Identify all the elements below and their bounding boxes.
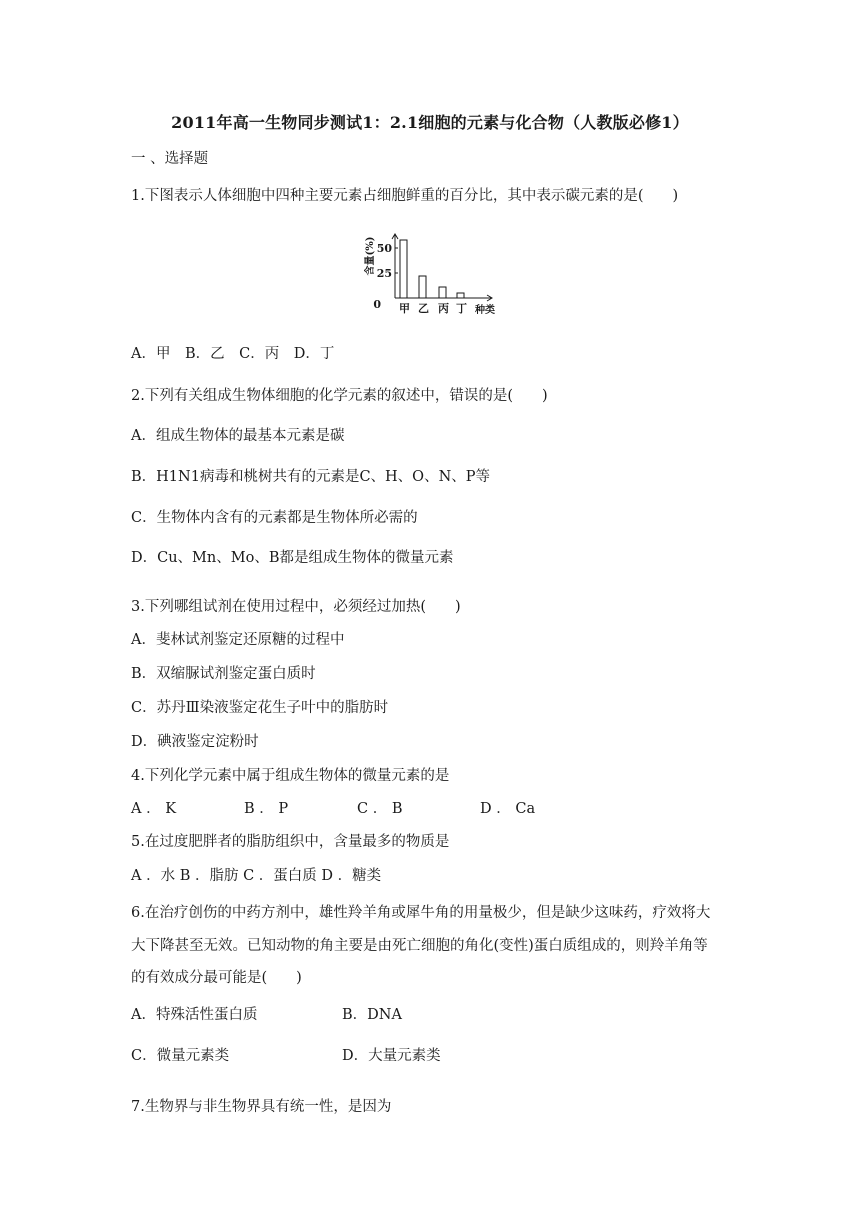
question-3-option-d: D．碘液鉴定淀粉时 [131,734,259,750]
y-axis-label: 含量(%) [365,236,376,276]
page-title: 2011年高一生物同步测试1：2.1细胞的元素与化合物（人教版必修1） [171,113,689,132]
question-4-option-d: D ． Ca [480,801,536,817]
question-5-stem: 5.在过度肥胖者的脂肪组织中，含量最多的物质是 [131,834,450,850]
question-3-option-b: B．双缩脲试剂鉴定蛋白质时 [131,666,316,682]
question-6-line-2: 大下降甚至无效。已知动物的角主要是由死亡细胞的角化(变性)蛋白质组成的，则羚羊角等 [131,938,708,954]
bar-1 [400,240,407,298]
question-6-option-a: A．特殊活性蛋白质 [131,1007,258,1023]
question-6-options-row-2 [131,1044,441,1065]
section-heading: 一 、选择题 [131,151,209,167]
question-1-options: A．甲 B．乙 C．丙 D．丁 [131,346,335,362]
question-6-line-1: 6.在治疗创伤的中药方剂中，雄性羚羊角或犀牛角的用量极少，但是缺少这味药，疗效将大 [131,905,711,921]
question-2-option-d: D．Cu、Mn、Mo、B都是组成生物体的微量元素 [131,550,454,566]
question-6-option-b: B．DNA [342,1007,402,1023]
bar-2 [419,276,426,298]
question-1-stem: 1.下图表示人体细胞中四种主要元素占细胞鲜重的百分比，其中表示碳元素的是( ) [131,188,679,204]
element-content-bar-chart [360,226,510,322]
question-4-stem: 4.下列化学元素中属于组成生物体的微量元素的是 [131,768,450,784]
question-2-option-a: A．组成生物体的最基本元素是碳 [131,428,345,444]
question-6-option-d: D．大量元素类 [342,1048,441,1064]
y-tick-label: 0 [373,298,381,311]
x-tick-label: 乙 [418,302,429,315]
question-2-option-c: C．生物体内含有的元素都是生物体所必需的 [131,510,418,526]
x-tick-label: 丁 [456,302,467,315]
question-3-stem: 3.下列哪组试剂在使用过程中，必须经过加热( ) [131,599,461,615]
question-4-option-c: C ． B [357,801,403,817]
x-tick-label: 丙 [438,302,449,315]
question-2-option-b: B．H1N1病毒和桃树共有的元素是C、H、O、N、P等 [131,469,491,485]
y-tick-label: 50 [376,242,392,255]
question-3-option-c: C．苏丹Ⅲ染液鉴定花生子叶中的脂肪时 [131,700,389,716]
y-tick-label: 25 [376,267,392,280]
question-4-options [131,797,535,818]
question-6-line-3: 的有效成分最可能是( ) [131,970,302,986]
question-2-stem: 2.下列有关组成生物体细胞的化学元素的叙述中，错误的是( ) [131,388,548,404]
bar-3 [439,287,446,298]
question-6-options-row-1 [131,1003,402,1024]
question-4-option-a: A ． K [131,801,177,817]
question-4-option-b: B ． P [244,801,289,817]
question-3-option-a: A．斐林试剂鉴定还原糖的过程中 [131,632,345,648]
x-axis-label: 种类 [475,305,495,316]
bar-4 [457,293,464,298]
question-5-options: A ．水 B ．脂肪 C ．蛋白质 D ．糖类 [131,868,382,884]
question-6-option-c: C．微量元素类 [131,1048,230,1064]
question-7-stem: 7.生物界与非生物界具有统一性，是因为 [131,1099,392,1115]
x-tick-label: 甲 [399,302,410,315]
